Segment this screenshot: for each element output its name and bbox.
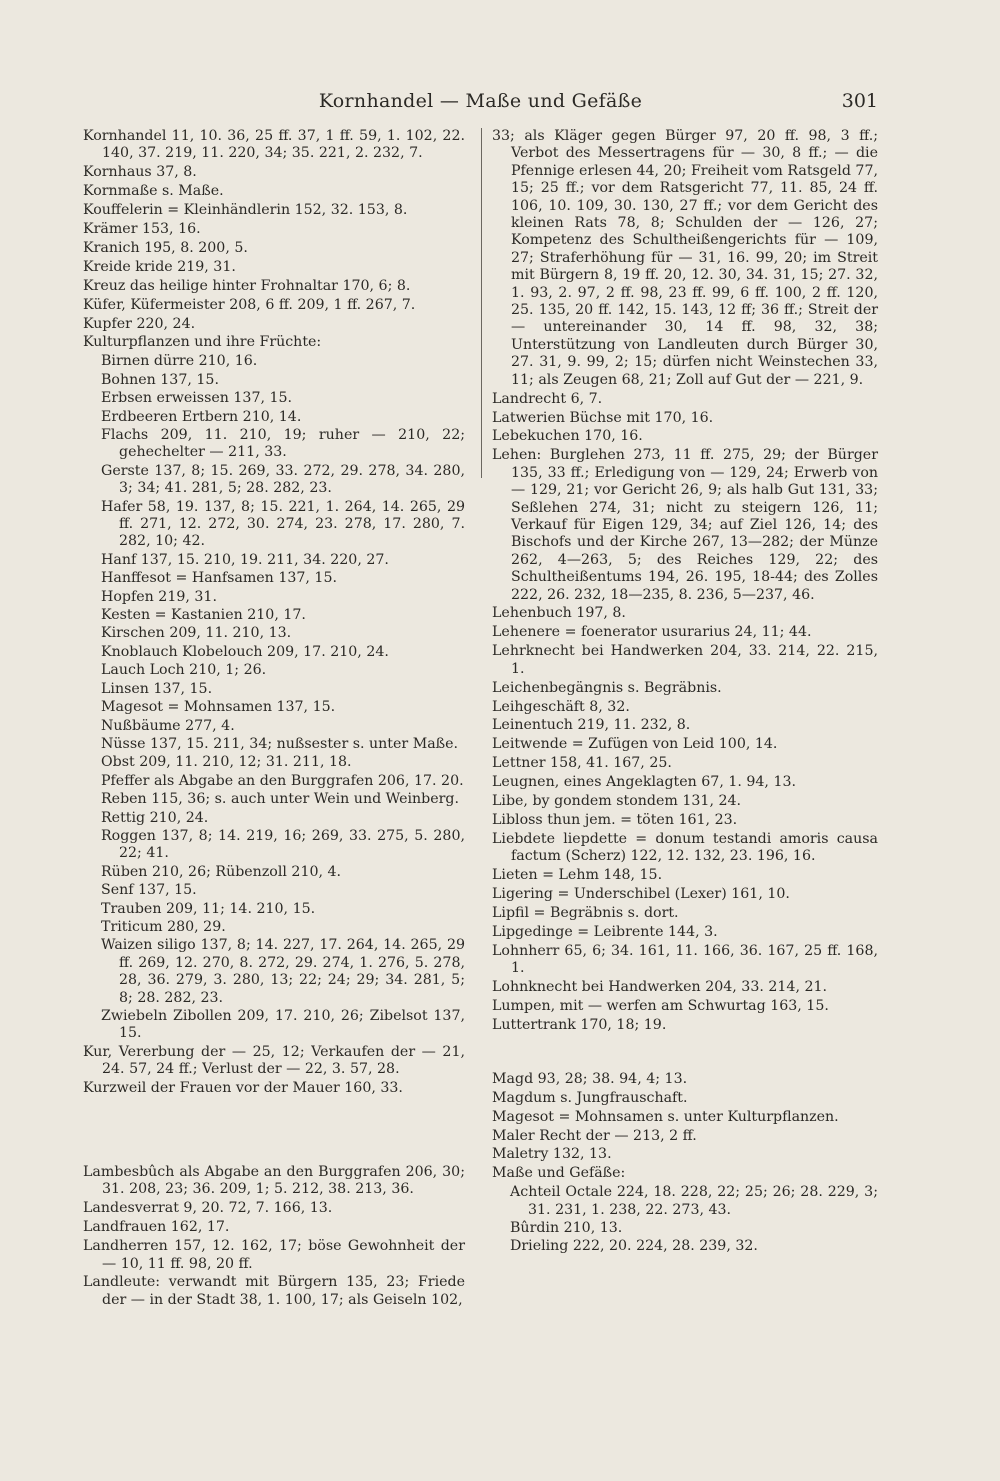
index-subentry: Kirschen 209, 11. 210, 13. bbox=[101, 625, 292, 642]
index-subentry: Waizen siligo 137, 8; 14. 227, 17. 264, 14. 265, 29 ff. 269, 12. 270, 8. 272, 29. 274, 1. 276, 5. 278, 28, 36. 279, 3. 280, 13; 22; 24; 29; 34. 281, 5; 8; 28. 282, 23. bbox=[101, 937, 465, 1006]
index-entry: Lebekuchen 170, 16. bbox=[492, 428, 643, 445]
index-entry: Lambesbûch als Abgabe an den Burggrafen 206, 30; 31. 208, 23; 36. 209, 1; 5. 212, 38. 213, 36. bbox=[83, 1164, 465, 1198]
page-title: Kornhandel — Maße und Gefäße bbox=[318, 90, 643, 112]
index-subentry: Hanf 137, 15. 210, 19. 211, 34. 220, 27. bbox=[101, 551, 389, 568]
index-subentry: Obst 209, 11. 210, 12; 31. 211, 18. bbox=[101, 754, 352, 771]
index-entry: Kornhandel 11, 10. 36, 25 ff. 37, 1 ff. 59, 1. 102, 22. 140, 37. 219, 11. 220, 34; 35. 221, 2. 232, 7. bbox=[83, 128, 465, 162]
index-entry: Leitwende = Zufügen von Leid 100, 14. bbox=[492, 736, 778, 753]
index-entry: Kulturpflanzen und ihre Früchte: bbox=[83, 334, 322, 351]
index-entry: Kurzweil der Frauen vor der Mauer 160, 33. bbox=[83, 1080, 403, 1097]
index-subentry: Zwiebeln Zibollen 209, 17. 210, 26; Zibelsot 137, 15. bbox=[101, 1008, 465, 1042]
index-entry: Luttertrank 170, 18; 19. bbox=[492, 1016, 667, 1033]
index-entry: Lehenbuch 197, 8. bbox=[492, 605, 626, 622]
index-subentry: Erdbeeren Ertbern 210, 14. bbox=[101, 408, 302, 425]
index-entry: Lehenere = foenerator usurarius 24, 11; 44. bbox=[492, 624, 812, 641]
index-entry: Maße und Gefäße: bbox=[492, 1165, 626, 1182]
index-entry: Kornmaße s. Maße. bbox=[83, 183, 224, 200]
index-subentry: Linsen 137, 15. bbox=[101, 680, 213, 697]
index-entry: Magdum s. Jungfrauschaft. bbox=[492, 1089, 688, 1106]
index-subentry: Erbsen erweissen 137, 15. bbox=[101, 390, 293, 407]
index-entry: Landherren 157, 12. 162, 17; böse Gewohnheit der — 10, 11 ff. 98, 20 ff. bbox=[83, 1238, 465, 1272]
index-subentry: Pfeffer als Abgabe an den Burggrafen 206, 17. 20. bbox=[101, 772, 464, 789]
index-entry: Lieten = Lehm 148, 15. bbox=[492, 867, 663, 884]
index-subentry: Hopfen 219, 31. bbox=[101, 588, 217, 605]
index-subentry: Bûrdin 210, 13. bbox=[510, 1220, 623, 1237]
section-gap bbox=[83, 1099, 465, 1164]
index-entry: Kur, Vererbung der — 25, 12; Verkaufen der — 21, 24. 57, 24 ff.; Verlust der — 22, 3. 57, 28. bbox=[83, 1043, 465, 1078]
index-subentry: Gerste 137, 8; 15. 269, 33. 272, 29. 278, 34. 280, 3; 34; 41. 281, 5; 28. 282, 23. bbox=[101, 462, 465, 497]
index-entry: Kornhaus 37, 8. bbox=[83, 164, 197, 181]
index-entry: Lehen: Burglehen 273, 11 ff. 275, 29; der Bürger 135, 33 ff.; Erledigung von — 129, 24; Erwerb von — 129, 21; vor Gericht 26, 9; als halb Gut 131, 33; Seßlehen 274, 31; nicht zu steigern 126, 11; Verkauf für Eigen 129, 34; auf Ziel 126, 14; des Bischofs und der Kirche 267, 13—282; der Münze 262, 4—263, 5; des Reiches 129, 22; des Schultheißentums 194, 26. 195, 18-44; des Zolles 222, 26. 232, 18—235, 8. 236, 5—237, 46. bbox=[492, 447, 878, 603]
index-subentry: Flachs 209, 11. 210, 19; ruher — 210, 22; gehechelter — 211, 33. bbox=[101, 427, 465, 461]
index-entry: Liebdete liepdette = donum testandi amoris causa factum (Scherz) 122, 12. 132, 23. 196, 16. bbox=[492, 830, 878, 865]
running-header bbox=[83, 90, 878, 120]
right-entries-l bbox=[492, 128, 878, 1034]
left-entries-l bbox=[83, 1164, 465, 1309]
left-entries-k bbox=[83, 128, 465, 1098]
index-entry: Lohnknecht bei Handwerken 204, 33. 214, 21. bbox=[492, 979, 828, 996]
page-number: 301 bbox=[841, 90, 878, 112]
index-subentry: Drieling 222, 20. 224, 28. 239, 32. bbox=[510, 1238, 758, 1255]
index-subentry: Birnen dürre 210, 16. bbox=[101, 353, 258, 370]
index-entry: Leihgeschäft 8, 32. bbox=[492, 698, 630, 715]
right-entries-m bbox=[492, 1071, 878, 1256]
index-entry: Maler Recht der — 213, 2 ff. bbox=[492, 1127, 697, 1144]
index-entry: Leinentuch 219, 11. 232, 8. bbox=[492, 717, 691, 734]
index-entry: Ligering = Underschibel (Lexer) 161, 10. bbox=[492, 886, 790, 903]
index-entry: Kupfer 220, 24. bbox=[83, 315, 196, 332]
index-entry: Lehrknecht bei Handwerken 204, 33. 214, 22. 215, 1. bbox=[492, 643, 878, 677]
index-entry: Magesot = Mohnsamen s. unter Kulturpflanzen. bbox=[492, 1108, 839, 1125]
index-entry: Libloss thun jem. = töten 161, 23. bbox=[492, 811, 738, 828]
index-subentry: Kesten = Kastanien 210, 17. bbox=[101, 607, 306, 624]
index-subentry: Reben 115, 36; s. auch unter Wein und Weinberg. bbox=[101, 791, 460, 808]
index-entry: Lohnherr 65, 6; 34. 161, 11. 166, 36. 167, 25 ff. 168, 1. bbox=[492, 942, 878, 977]
index-subentry: Triticum 280, 29. bbox=[101, 918, 226, 935]
index-subentry: Senf 137, 15. bbox=[101, 882, 197, 899]
index-subentry: Trauben 209, 11; 14. 210, 15. bbox=[101, 900, 316, 917]
index-subentry: Hanffesot = Hanfsamen 137, 15. bbox=[101, 570, 337, 587]
index-entry: Latwerien Büchse mit 170, 16. bbox=[492, 409, 714, 426]
index-entry: Landrecht 6, 7. bbox=[492, 390, 603, 407]
index-entry: Maletry 132, 13. bbox=[492, 1146, 612, 1163]
index-subentry: Hafer 58, 19. 137, 8; 15. 221, 1. 264, 14. 265, 29 ff. 271, 12. 272, 30. 274, 23. 278, 17. 280, 7. 282, 10; 42. bbox=[101, 498, 465, 550]
index-entry: Leugnen, eines Angeklagten 67, 1. 94, 13. bbox=[492, 774, 797, 791]
section-gap bbox=[492, 1036, 878, 1071]
column-divider bbox=[481, 128, 482, 478]
index-subentry: Roggen 137, 8; 14. 219, 16; 269, 33. 275, 5. 280, 22; 41. bbox=[101, 827, 465, 862]
index-entry: Krämer 153, 16. bbox=[83, 221, 201, 238]
index-entry: Küfer, Küfermeister 208, 6 ff. 209, 1 ff. 267, 7. bbox=[83, 296, 416, 313]
right-column bbox=[492, 128, 878, 1257]
index-entry: Kouffelerin = Kleinhändlerin 152, 32. 153, 8. bbox=[83, 202, 408, 219]
index-subentry: Magesot = Mohnsamen 137, 15. bbox=[101, 699, 336, 716]
index-entry: Kreide kride 219, 31. bbox=[83, 258, 236, 275]
index-subentry: Nußbäume 277, 4. bbox=[101, 717, 235, 734]
index-entry: Landesverrat 9, 20. 72, 7. 166, 13. bbox=[83, 1200, 333, 1217]
index-entry: Lumpen, mit — werfen am Schwurtag 163, 15. bbox=[492, 998, 829, 1014]
index-entry: Kranich 195, 8. 200, 5. bbox=[83, 239, 248, 256]
index-subentry: Nüsse 137, 15. 211, 34; nußsester s. unter Maße. bbox=[101, 735, 459, 752]
index-entry: Lipgedinge = Leibrente 144, 3. bbox=[492, 923, 718, 940]
index-entry: Libe, by gondem stondem 131, 24. bbox=[492, 793, 742, 810]
index-entry: Landfrauen 162, 17. bbox=[83, 1219, 230, 1236]
index-subentry: Rüben 210, 26; Rübenzoll 210, 4. bbox=[101, 863, 342, 880]
index-subentry: Rettig 210, 24. bbox=[101, 809, 209, 826]
index-entry: Landleute: verwandt mit Bürgern 135, 23; Friede der — in der Stadt 38, 1. 100, 17; als Geiseln 102, bbox=[83, 1274, 465, 1308]
index-entry: Leichenbegängnis s. Begräbnis. bbox=[492, 679, 722, 696]
index-entry: 33; als Kläger gegen Bürger 97, 20 ff. 98, 3 ff.; Verbot des Messertragens für — 30, 8 ff.; — die Pfennige erlesen 44, 20; Freiheit vom Ratsgeld 77, 15; 25 ff.; vor dem Ratsgericht 77, 11. 85, 24 ff. 106, 10. 109, 30. 130, 27 ff.; vor dem Gericht des kleinen Rats 78, 8; Schulden der — 126, 27; Kompetenz des Schultheißengerichts für — 109, 27; Straferhöhung für — 31, 16. 99, 20; im Streit mit Bürgern 8, 19 ff. 20, 12. 30, 34. 31, 15; 27. 32, 1. 93, 2. 97, 2 ff. 98, 23 ff. 99, 6 ff. 100, 2 ff. 120, 25. 135, 20 ff. 142, 15. 143, 12 ff; 36 ff.; Streit der — untereinander 30, 14 ff. 98, 32, 38; Unterstützung von Landleuten durch Bürger 30, 27. 31, 9. 99, 2; 15; dürfen nicht Weinstechen 33, 11; als Zeugen 68, 21; Zoll auf Gut der — 221, 9. bbox=[492, 128, 878, 388]
index-subentry: Achteil Octale 224, 18. 228, 22; 25; 26; 28. 229, 3; 31. 231, 1. 238, 22. 273, 43. bbox=[510, 1184, 878, 1218]
index-subentry: Bohnen 137, 15. bbox=[101, 371, 219, 388]
index-entry: Lettner 158, 41. 167, 25. bbox=[492, 755, 672, 772]
index-entry: Lipfil = Begräbnis s. dort. bbox=[492, 904, 679, 921]
index-entry: Kreuz das heilige hinter Frohnaltar 170, 6; 8. bbox=[83, 277, 411, 294]
left-column bbox=[83, 128, 465, 1311]
index-subentry: Knoblauch Klobelouch 209, 17. 210, 24. bbox=[101, 643, 389, 660]
index-subentry: Lauch Loch 210, 1; 26. bbox=[101, 662, 267, 679]
index-entry: Magd 93, 28; 38. 94, 4; 13. bbox=[492, 1070, 688, 1087]
